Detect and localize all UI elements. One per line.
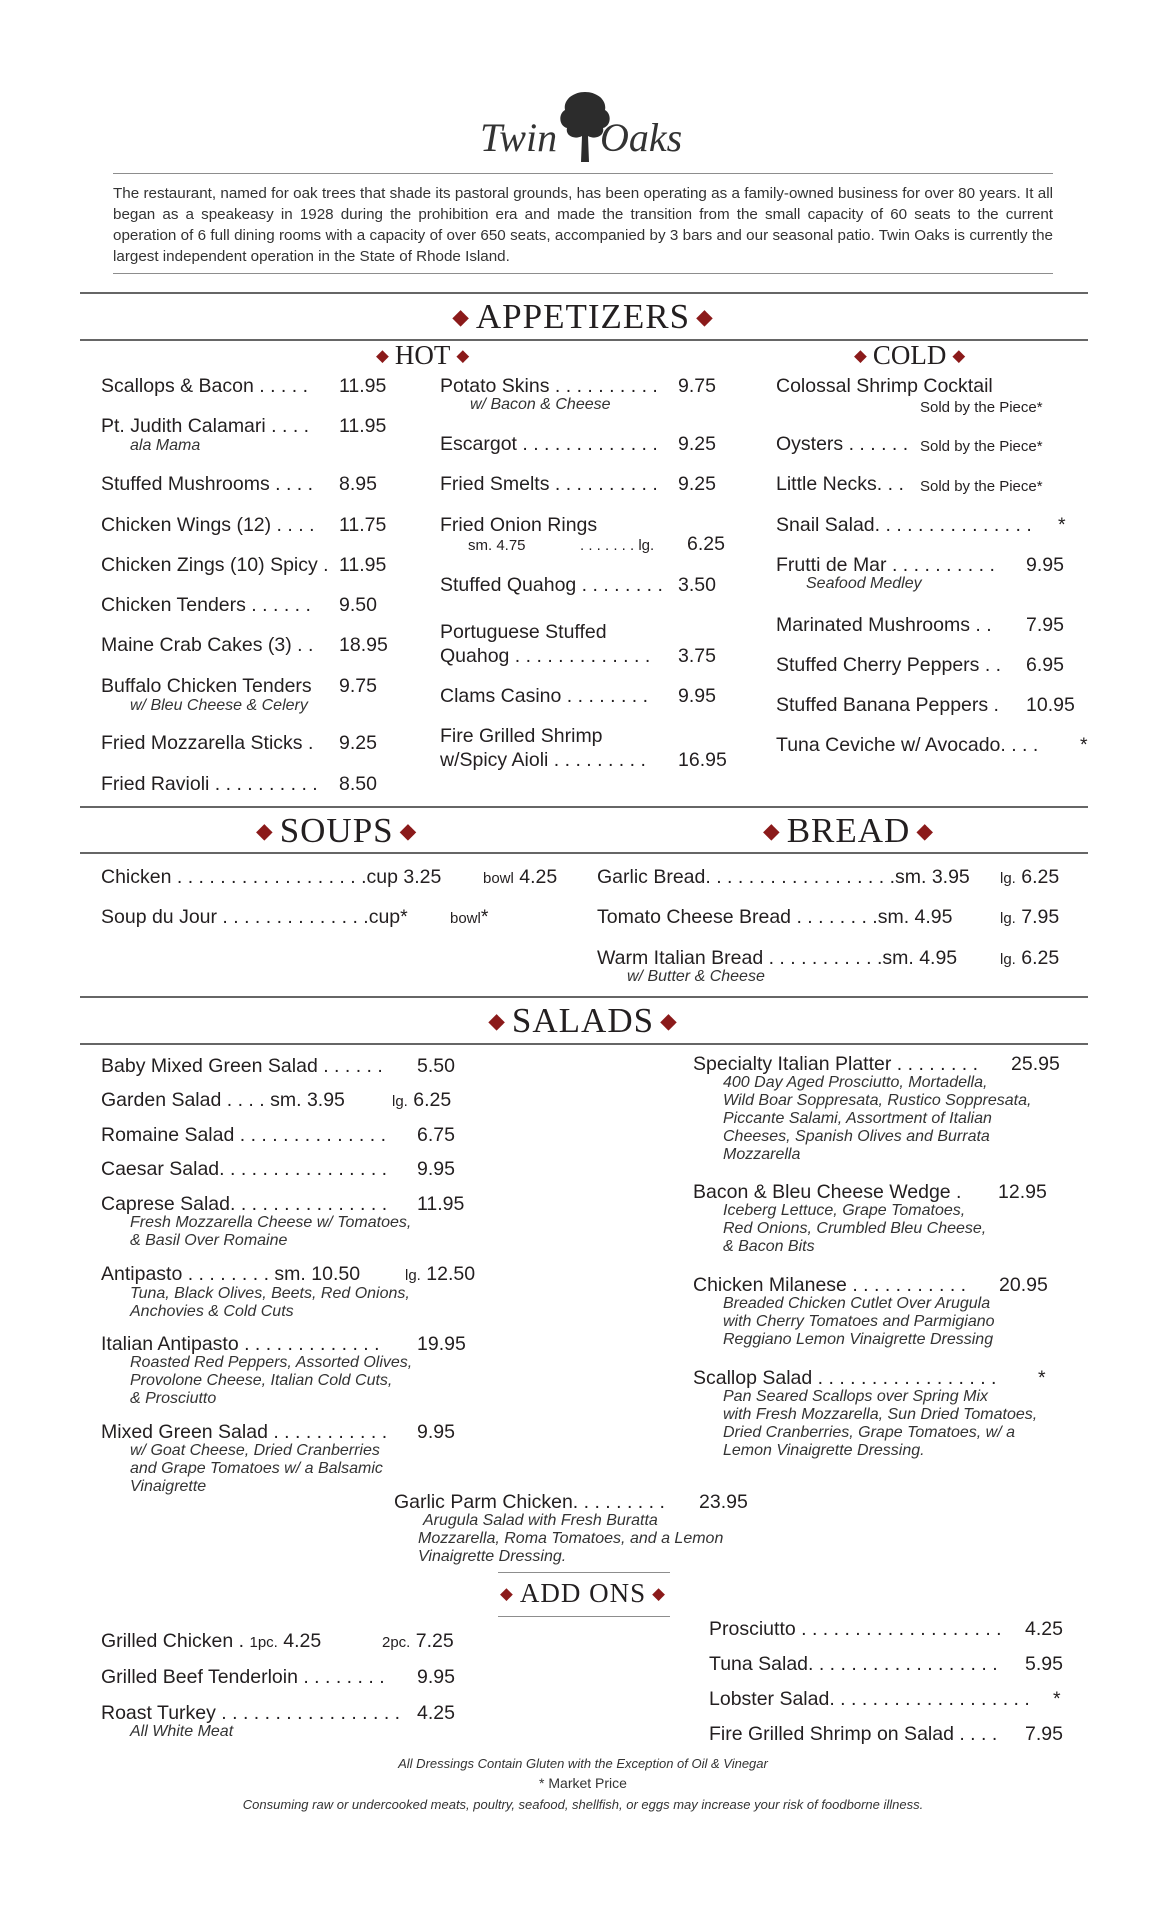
item-description: Mozzarella [723,1146,801,1163]
menu-item: Specialty Italian Platter . . . . . . . . 25.95 [693,1053,1060,1075]
item-description: w/ Bacon & Cheese [470,396,611,413]
intro-paragraph: The restaurant, named for oak trees that shade its pastoral grounds, has been operating as a family-owned business for over 80 years. It all began as a speakeasy in 1928 during the prohibition era and made the transition from the small capacity of 60 seats to the current operation of 6 full dining rooms with a capacity of over 650 seats, accompanied by 3 bars and our seasonal patio. Twin Oaks is currently the largest independent operation in the State of Rhode Island. [113,185,1053,265]
diamond-icon: ◆ [256,819,274,844]
item-description: w/ Butter & Cheese [627,968,765,985]
diamond-icon: ◆ [854,346,867,366]
diamond-icon: ◆ [696,305,714,330]
menu-item: Scallop Salad . . . . . . . . . . . . . . . . . * [693,1367,1046,1389]
item-description: 400 Day Aged Prosciutto, Mortadella, [723,1074,988,1091]
item-description: Provolone Cheese, Italian Cold Cuts, [130,1372,393,1389]
divider [113,173,1053,174]
menu-item: Colossal Shrimp Cocktail [776,375,993,397]
item-description: w/ Bleu Cheese & Celery [130,697,308,714]
item-description: ala Mama [130,437,201,454]
menu-item: Garlic Bread. . . . . . . . . . . . . . . . . .sm. 3.95 [597,866,970,888]
menu-item: Stuffed Cherry Peppers . . 6.95 [776,654,1064,676]
menu-item-large: lg. 7.95 [1000,906,1060,928]
item-note: Sold by the Piece* [920,478,1043,495]
section-title-soups: ◆ SOUPS ◆ [256,811,418,850]
menu-item: Grilled Beef Tenderloin . . . . . . . . 9.95 [101,1666,455,1688]
item-description: Cheeses, Spanish Olives and Burrata [723,1128,990,1145]
menu-item: Stuffed Mushrooms . . . . 8.95 [101,473,377,495]
item-description: Pan Seared Scallops over Spring Mix [723,1388,989,1405]
menu-item: Marinated Mushrooms . . 7.95 [776,614,1064,636]
menu-item-large: lg. 12.50 [405,1263,476,1285]
diamond-icon: ◆ [456,346,470,366]
menu-item: Mixed Green Salad . . . . . . . . . . . 9.95 [101,1421,455,1443]
diamond-icon: ◆ [660,1009,678,1034]
menu-item: Warm Italian Bread . . . . . . . . . . .sm. 4.95 [597,947,958,969]
menu-item: Fried Smelts . . . . . . . . . . 9.25 [440,473,716,495]
item-description: with Fresh Mozzarella, Sun Dried Tomatoes, [723,1406,1038,1423]
diamond-icon: ◆ [763,819,781,844]
menu-item: Stuffed Banana Peppers . 10.95 [776,694,1075,716]
section-title-appetizers: ◆ APPETIZERS ◆ [452,297,714,336]
menu-item: Baby Mixed Green Salad . . . . . . 5.50 [101,1055,455,1077]
item-description: Tuna, Black Olives, Beets, Red Onions, [130,1285,410,1302]
item-description: Piccante Salami, Assortment of Italian [723,1110,992,1127]
divider [498,1616,670,1617]
diamond-icon: ◆ [952,346,966,366]
logo-word-left: Twin [480,115,558,160]
menu-item: Soup du Jour . . . . . . . . . . . . . .cup* [101,906,408,928]
menu-item: Fried Onion Rings [440,514,598,536]
diamond-icon: ◆ [452,305,470,330]
menu-item: Fried Ravioli . . . . . . . . . . 8.50 [101,773,377,795]
menu-item-sizes: . . . . . . . lg. 6.25 [580,533,725,555]
subsection-title-cold: ◆ COLD ◆ [854,340,966,370]
menu-item: Chicken Zings (10) Spicy . 11.95 [101,554,387,576]
item-description: Anchovies & Cold Cuts [130,1303,294,1320]
menu-item: Grilled Chicken . 1pc. 4.25 [101,1630,322,1652]
diamond-icon: ◆ [916,819,934,844]
divider [113,273,1053,274]
item-description: & Basil Over Romaine [130,1232,288,1249]
item-description: Vinaigrette [130,1478,207,1495]
item-description: Lemon Vinaigrette Dressing. [723,1442,925,1459]
menu-item: Chicken Wings (12) . . . . 11.75 [101,514,387,536]
menu-item: Snail Salad. . . . . . . . . . . . . . . * [776,514,1066,536]
menu-item: Fire Grilled Shrimp [440,725,603,747]
menu-item: Escargot . . . . . . . . . . . . . 9.25 [440,433,716,455]
diamond-icon: ◆ [652,1584,666,1604]
divider [80,1043,1088,1045]
diamond-icon: ◆ [376,346,389,366]
menu-item: Tomato Cheese Bread . . . . . . . .sm. 4.95 [597,906,953,928]
menu-item: Oysters . . . . . . [776,433,909,455]
item-description: & Bacon Bits [723,1238,815,1255]
menu-item: Pt. Judith Calamari . . . . 11.95 [101,415,387,437]
divider [80,806,1088,808]
menu-item: Scallops & Bacon . . . . . 11.95 [101,375,387,397]
diamond-icon: ◆ [399,819,418,844]
menu-item: Little Necks. . . [776,473,904,495]
menu-item: Quahog . . . . . . . . . . . . . 3.75 [440,645,716,667]
menu-item: Stuffed Quahog . . . . . . . . 3.50 [440,574,716,596]
menu-item: Fire Grilled Shrimp on Salad . . . . 7.95 [709,1723,1063,1745]
item-description: Roasted Red Peppers, Assorted Olives, [130,1354,413,1371]
menu-item: Lobster Salad. . . . . . . . . . . . . . . . . . . * [709,1688,1061,1710]
item-description: Iceberg Lettuce, Grape Tomatoes, [723,1202,966,1219]
menu-item: Maine Crab Cakes (3) . . 18.95 [101,634,388,656]
divider [80,292,1088,294]
menu-item: Romaine Salad . . . . . . . . . . . . . . 6.75 [101,1124,455,1146]
menu-item: Caprese Salad. . . . . . . . . . . . . . . 11.95 [101,1193,465,1215]
menu-item: Bacon & Bleu Cheese Wedge . 12.95 [693,1181,1047,1203]
menu-item: Fried Mozzarella Sticks . 9.25 [101,732,377,754]
divider [80,996,1088,998]
menu-item-large: lg. 6.25 [392,1089,452,1111]
logo [480,88,690,168]
menu-item: Caesar Salad. . . . . . . . . . . . . . . . 9.95 [101,1158,455,1180]
item-note: Sold by the Piece* [920,438,1043,455]
menu-item: Buffalo Chicken Tenders 9.75 [101,675,377,697]
menu-item-bowl: bowl* [450,906,489,928]
health-warning: Consuming raw or undercooked meats, poultry, seafood, shellfish, or eggs may increase your risk of foodborne illness. [242,1797,924,1812]
item-description: Red Onions, Crumbled Bleu Cheese, [723,1220,987,1237]
menu-item: w/Spicy Aioli . . . . . . . . . 16.95 [440,749,727,771]
item-description: Breaded Chicken Cutlet Over Arugula [723,1295,991,1312]
item-description: and Grape Tomatoes w/ a Balsamic [130,1460,383,1477]
item-description: with Cherry Tomatoes and Parmigiano [723,1313,995,1330]
menu-item-sizes: sm. 4.75 [468,537,526,554]
item-description: Mozzarella, Roma Tomatoes, and a Lemon [418,1530,724,1547]
menu-item: Roast Turkey . . . . . . . . . . . . . . . . . 4.25 [101,1702,455,1724]
menu-item: Chicken Tenders . . . . . . 9.50 [101,594,377,616]
menu-item: Garden Salad . . . . sm. 3.95 [101,1089,345,1111]
divider [498,1572,670,1573]
item-description: Wild Boar Soppresata, Rustico Soppresata, [723,1092,1032,1109]
item-description: Reggiano Lemon Vinaigrette Dressing [723,1331,994,1348]
diamond-icon: ◆ [499,1584,514,1604]
menu-item: Italian Antipasto . . . . . . . . . . . . . 19.95 [101,1333,466,1355]
item-description: & Prosciutto [130,1390,217,1407]
menu-item: Chicken . . . . . . . . . . . . . . . . . .cup 3.25 [101,866,442,888]
item-description: Fresh Mozzarella Cheese w/ Tomatoes, [130,1214,412,1231]
menu-item: Potato Skins . . . . . . . . . . 9.75 [440,375,716,397]
menu-item: Tuna Ceviche w/ Avocado. . . . * [776,734,1088,756]
dressing-note: All Dressings Contain Gluten with the Exception of Oil & Vinegar [398,1756,768,1771]
menu-item: Prosciutto . . . . . . . . . . . . . . . . . . . 4.25 [709,1618,1063,1640]
menu-item-large: lg. 6.25 [1000,947,1060,969]
menu-item: Garlic Parm Chicken. . . . . . . . . 23.95 [394,1491,748,1513]
menu-item: Portuguese Stuffed [440,621,607,643]
menu-item-bowl: bowl 4.25 [483,866,558,888]
section-title-salads: ◆ SALADS ◆ [488,1001,678,1040]
divider [80,852,1088,854]
item-note: Sold by the Piece* [920,399,1043,416]
menu-item: Antipasto . . . . . . . . sm. 10.50 [101,1263,361,1285]
item-description: Arugula Salad with Fresh Buratta [423,1512,658,1529]
menu-item: Tuna Salad. . . . . . . . . . . . . . . . . . 5.95 [709,1653,1063,1675]
item-description: Dried Cranberries, Grape Tomatoes, w/ a [723,1424,1015,1441]
menu-item-large: lg. 6.25 [1000,866,1060,888]
logo-word-right: Oaks [600,115,683,160]
item-description: Seafood Medley [806,575,922,592]
section-title-bread: ◆ BREAD ◆ [763,811,934,850]
item-description: w/ Goat Cheese, Dried Cranberries [130,1442,380,1459]
menu-item: Clams Casino . . . . . . . . 9.95 [440,685,716,707]
menu-item: Chicken Milanese . . . . . . . . . . . 20.95 [693,1274,1048,1296]
menu-item-large: 2pc. 7.25 [382,1630,454,1652]
market-price-note: * Market Price [539,1775,627,1791]
section-title-addons: ◆ ADD ONS ◆ [499,1578,666,1608]
diamond-icon: ◆ [488,1009,506,1034]
item-description: All White Meat [130,1723,234,1740]
item-description: Vinaigrette Dressing. [418,1548,567,1565]
subsection-title-hot: ◆ HOT ◆ [376,340,470,370]
menu-item: Frutti de Mar . . . . . . . . . . 9.95 [776,554,1064,576]
